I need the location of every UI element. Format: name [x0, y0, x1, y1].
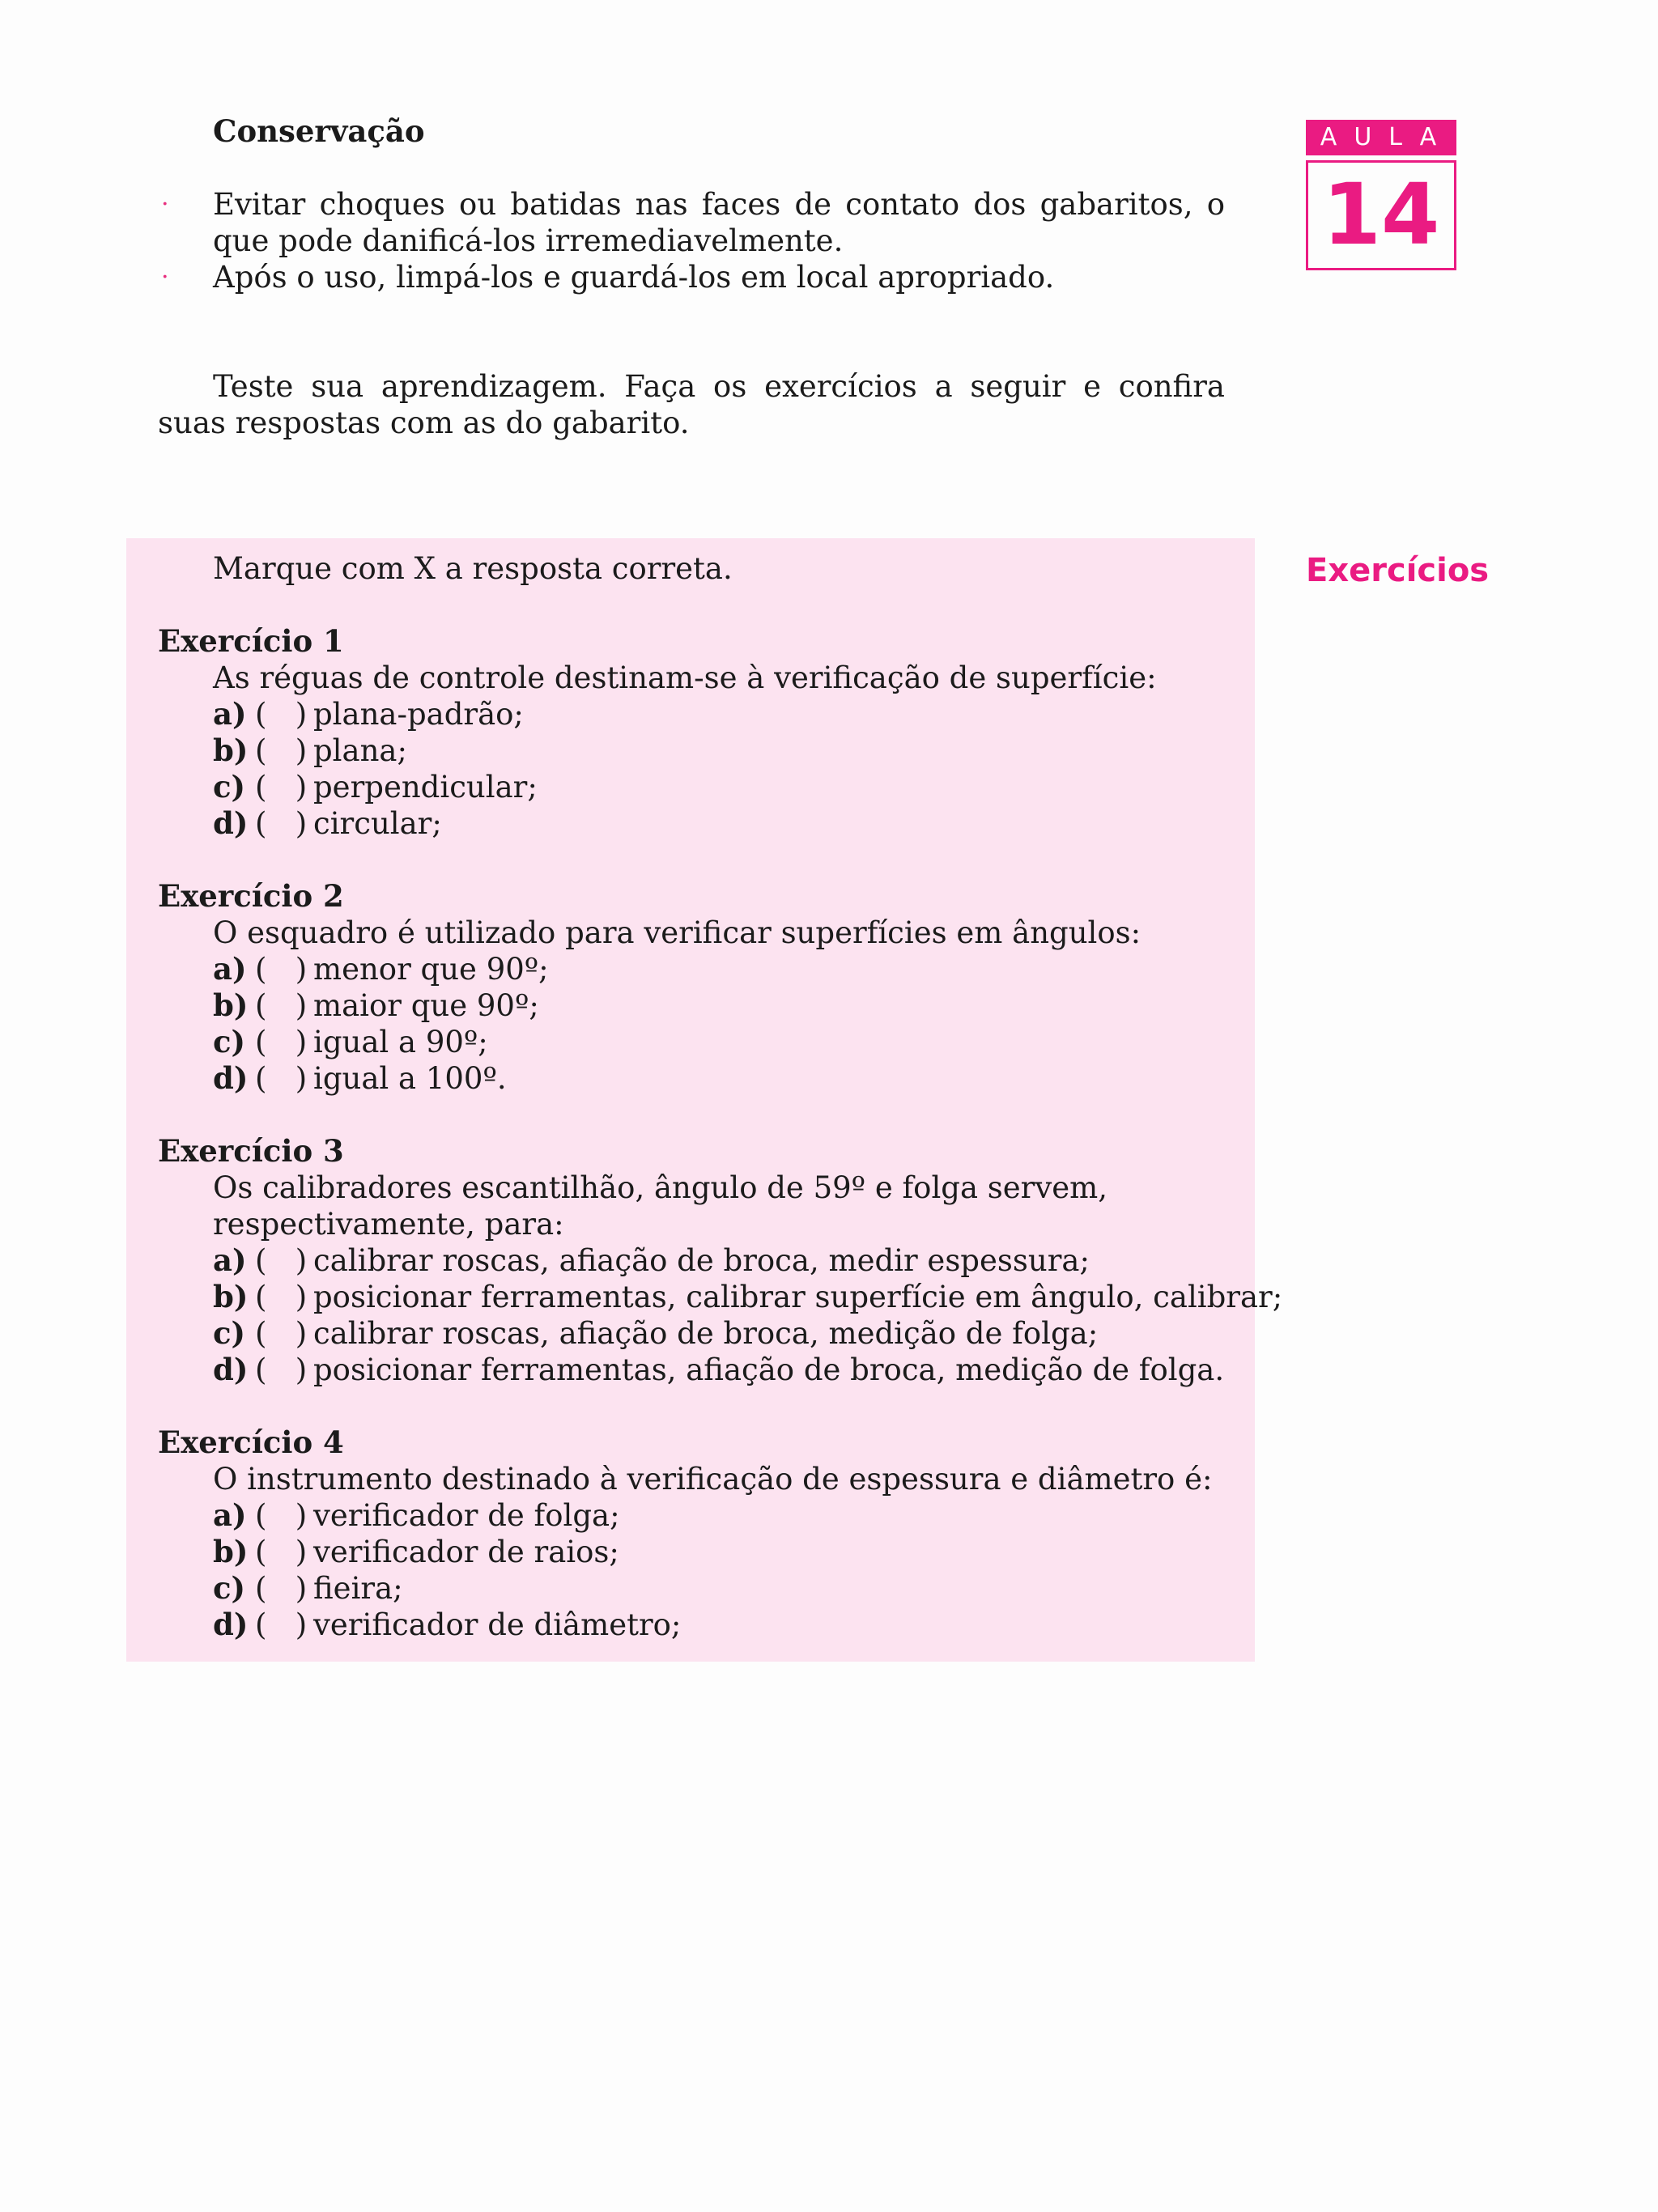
exercise-4	[158, 1424, 1225, 1643]
bullet-item	[161, 259, 1225, 295]
option-text: plana;	[313, 733, 407, 768]
exercise-question: As réguas de controle destinam-se à verificação de superfície:	[213, 660, 1157, 695]
exercise-title: Exercício 1	[158, 623, 344, 659]
lesson-badge-number: 14	[1306, 160, 1456, 270]
answer-option	[158, 732, 1225, 769]
bullet-text: Evitar choques ou batidas nas faces de contato dos gabaritos, o que pode danificá-los irremediavelmente.	[213, 187, 1225, 258]
option-text: circular;	[313, 806, 442, 841]
answer-option	[158, 769, 1225, 805]
answer-checkbox[interactable]: ( )	[255, 1316, 308, 1351]
bullet-icon: ·	[161, 263, 169, 291]
answer-option	[158, 1060, 1225, 1097]
option-text: fieira;	[313, 1571, 403, 1606]
exercise-instruction: Marque com X a resposta correta.	[213, 551, 733, 586]
answer-checkbox[interactable]: ( )	[255, 1025, 308, 1059]
option-letter: a)	[213, 696, 247, 732]
option-text: plana-padrão;	[313, 697, 524, 732]
option-letter: d)	[213, 1352, 249, 1387]
answer-option	[158, 951, 1225, 987]
answer-checkbox[interactable]: ( )	[255, 1535, 308, 1569]
answer-checkbox[interactable]: ( )	[255, 1061, 308, 1096]
answer-checkbox[interactable]: ( )	[255, 697, 308, 732]
option-letter: a)	[213, 1242, 247, 1278]
answer-option	[158, 805, 1225, 842]
option-letter: c)	[213, 1315, 246, 1351]
exercise-2	[158, 878, 1225, 1097]
option-letter: c)	[213, 1024, 246, 1059]
lesson-badge-label: AULA	[1306, 120, 1456, 155]
answer-checkbox[interactable]: ( )	[255, 1243, 308, 1278]
option-letter: b)	[213, 732, 249, 768]
option-letter: b)	[213, 987, 249, 1023]
option-text: calibrar roscas, afiação de broca, medição de folga;	[313, 1316, 1099, 1351]
option-text: igual a 100º.	[313, 1061, 507, 1096]
option-text: verificador de folga;	[313, 1498, 620, 1533]
answer-checkbox[interactable]: ( )	[255, 1607, 308, 1642]
answer-option	[158, 1315, 1225, 1352]
option-letter: c)	[213, 769, 246, 805]
answer-option	[158, 1570, 1225, 1607]
answer-option	[158, 696, 1225, 732]
exercise-question: O instrumento destinado à verificação de espessura e diâmetro é:	[213, 1462, 1213, 1497]
exercise-1	[158, 623, 1225, 842]
answer-checkbox[interactable]: ( )	[255, 733, 308, 768]
option-letter: b)	[213, 1534, 249, 1569]
answer-checkbox[interactable]: ( )	[255, 806, 308, 841]
exercise-list	[158, 623, 1283, 1643]
exercise-title: Exercício 4	[158, 1424, 344, 1460]
exercise-question: O esquadro é utilizado para verificar superfícies em ângulos:	[213, 915, 1141, 950]
bullet-icon: ·	[161, 190, 169, 219]
option-letter: a)	[213, 1497, 247, 1533]
intro-paragraph: Teste sua aprendizagem. Faça os exercícios a seguir e confira suas respostas com as do gabarito.	[158, 369, 1225, 440]
option-letter: a)	[213, 951, 247, 987]
exercise-content	[158, 550, 1283, 1679]
option-text: verificador de diâmetro;	[313, 1607, 682, 1642]
answer-option	[158, 1497, 1225, 1534]
option-letter: d)	[213, 1607, 249, 1642]
answer-option	[158, 987, 1225, 1024]
option-letter: b)	[213, 1279, 249, 1314]
option-letter: d)	[213, 1060, 249, 1096]
bullet-item	[161, 186, 1225, 259]
answer-checkbox[interactable]: ( )	[255, 988, 308, 1023]
exercise-title: Exercício 2	[158, 878, 344, 914]
answer-option	[158, 1024, 1225, 1060]
answer-checkbox[interactable]: ( )	[255, 1571, 308, 1606]
section-title: Conservação	[213, 113, 425, 149]
exercise-question: Os calibradores escantilhão, ângulo de 59º e folga servem, respectivamente, para:	[213, 1170, 1108, 1242]
option-text: menor que 90º;	[313, 952, 549, 987]
option-letter: c)	[213, 1570, 246, 1606]
lesson-badge	[1306, 120, 1456, 270]
exercise-3	[158, 1133, 1283, 1388]
answer-option	[158, 1534, 1225, 1570]
answer-checkbox[interactable]: ( )	[255, 770, 308, 805]
answer-checkbox[interactable]: ( )	[255, 1352, 308, 1387]
option-letter: d)	[213, 805, 249, 841]
answer-option	[158, 1242, 1225, 1279]
option-text: verificador de raios;	[313, 1535, 619, 1569]
answer-checkbox[interactable]: ( )	[255, 1280, 308, 1314]
answer-checkbox[interactable]: ( )	[255, 1498, 308, 1533]
answer-checkbox[interactable]: ( )	[255, 952, 308, 987]
option-text: perpendicular;	[313, 770, 538, 805]
answer-option	[158, 1352, 1225, 1388]
option-text: posicionar ferramentas, afiação de broca, medição de folga.	[313, 1352, 1225, 1387]
option-text: maior que 90º;	[313, 988, 539, 1023]
option-text: igual a 90º;	[313, 1025, 488, 1059]
exercise-box	[126, 538, 1283, 1662]
bullet-text: Após o uso, limpá-los e guardá-los em local apropriado.	[213, 260, 1055, 295]
exercise-title: Exercício 3	[158, 1133, 344, 1169]
answer-option	[158, 1607, 1225, 1643]
option-text: posicionar ferramentas, calibrar superfície em ângulo, calibrar;	[313, 1280, 1283, 1314]
answer-option	[158, 1279, 1283, 1315]
side-heading: Exercícios	[1306, 552, 1490, 589]
option-text: calibrar roscas, afiação de broca, medir espessura;	[313, 1243, 1090, 1278]
